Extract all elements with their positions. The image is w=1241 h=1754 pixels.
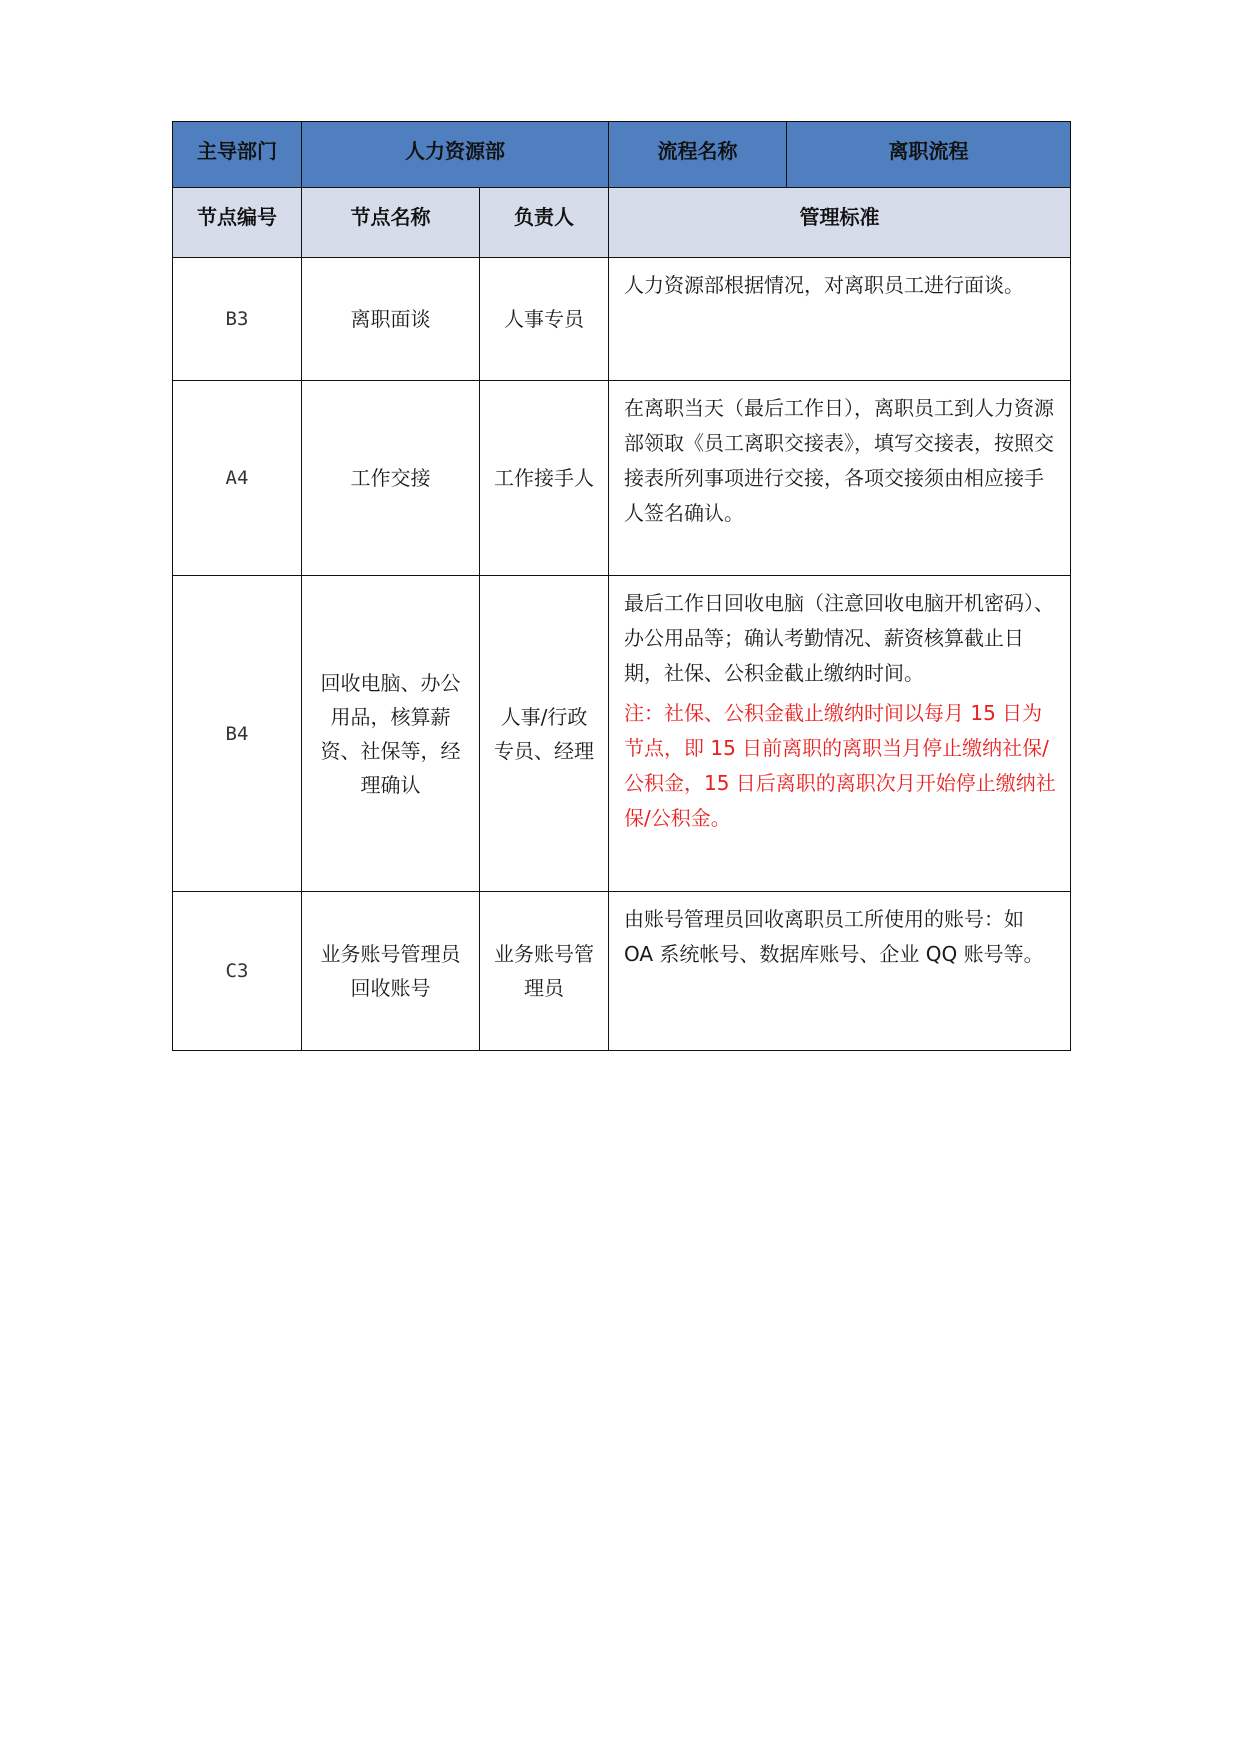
owner-cell: 业务账号管理员 <box>480 892 609 1051</box>
column-header-row <box>173 188 1071 258</box>
standard-text: 在离职当天（最后工作日），离职员工到人力资源部领取《员工离职交接表》，填写交接表，按照交接表所列事项进行交接，各项交接须由相应接手人签名确认。 <box>624 396 1054 525</box>
table-row <box>173 381 1071 576</box>
process-name-value: 离职流程 <box>787 122 1071 188</box>
node-name-cell: 工作交接 <box>302 381 480 576</box>
node-id-cell: A4 <box>173 381 302 576</box>
owner-cell: 人事专员 <box>480 258 609 381</box>
lead-dept-label: 主导部门 <box>173 122 302 188</box>
table-header-row <box>173 122 1071 188</box>
col-standard: 管理标准 <box>609 188 1071 258</box>
standard-cell <box>609 381 1071 576</box>
process-name-label: 流程名称 <box>609 122 787 188</box>
lead-dept-value: 人力资源部 <box>302 122 609 188</box>
node-id-cell: C3 <box>173 892 302 1051</box>
node-name-cell: 离职面谈 <box>302 258 480 381</box>
col-node-id: 节点编号 <box>173 188 302 258</box>
standard-cell <box>609 576 1071 892</box>
node-name-cell: 业务账号管理员回收账号 <box>302 892 480 1051</box>
standard-note: 注：社保、公积金截止缴纳时间以每月 15 日为节点，即 15 日前离职的离职当月停止缴纳社保/公积金，15 日后离职的离职次月开始停止缴纳社保/公积金。 <box>624 701 1056 830</box>
table-row <box>173 258 1071 381</box>
node-id-cell: B3 <box>173 258 302 381</box>
table-row <box>173 576 1071 892</box>
node-name-cell: 回收电脑、办公用品，核算薪资、社保等，经理确认 <box>302 576 480 892</box>
standard-text: 由账号管理员回收离职员工所使用的账号：如 OA 系统帐号、数据库账号、企业 QQ 账号等。 <box>624 907 1044 966</box>
standard-cell <box>609 892 1071 1051</box>
standard-text: 最后工作日回收电脑（注意回收电脑开机密码）、办公用品等；确认考勤情况、薪资核算截止日期，社保、公积金截止缴纳时间。 <box>624 591 1054 685</box>
node-id-cell: B4 <box>173 576 302 892</box>
col-node-name: 节点名称 <box>302 188 480 258</box>
standard-cell <box>609 258 1071 381</box>
owner-cell: 工作接手人 <box>480 381 609 576</box>
exit-process-table <box>172 121 1071 1051</box>
standard-text: 人力资源部根据情况，对离职员工进行面谈。 <box>624 273 1024 297</box>
table-row <box>173 892 1071 1051</box>
owner-cell: 人事/行政专员、经理 <box>480 576 609 892</box>
col-owner: 负责人 <box>480 188 609 258</box>
